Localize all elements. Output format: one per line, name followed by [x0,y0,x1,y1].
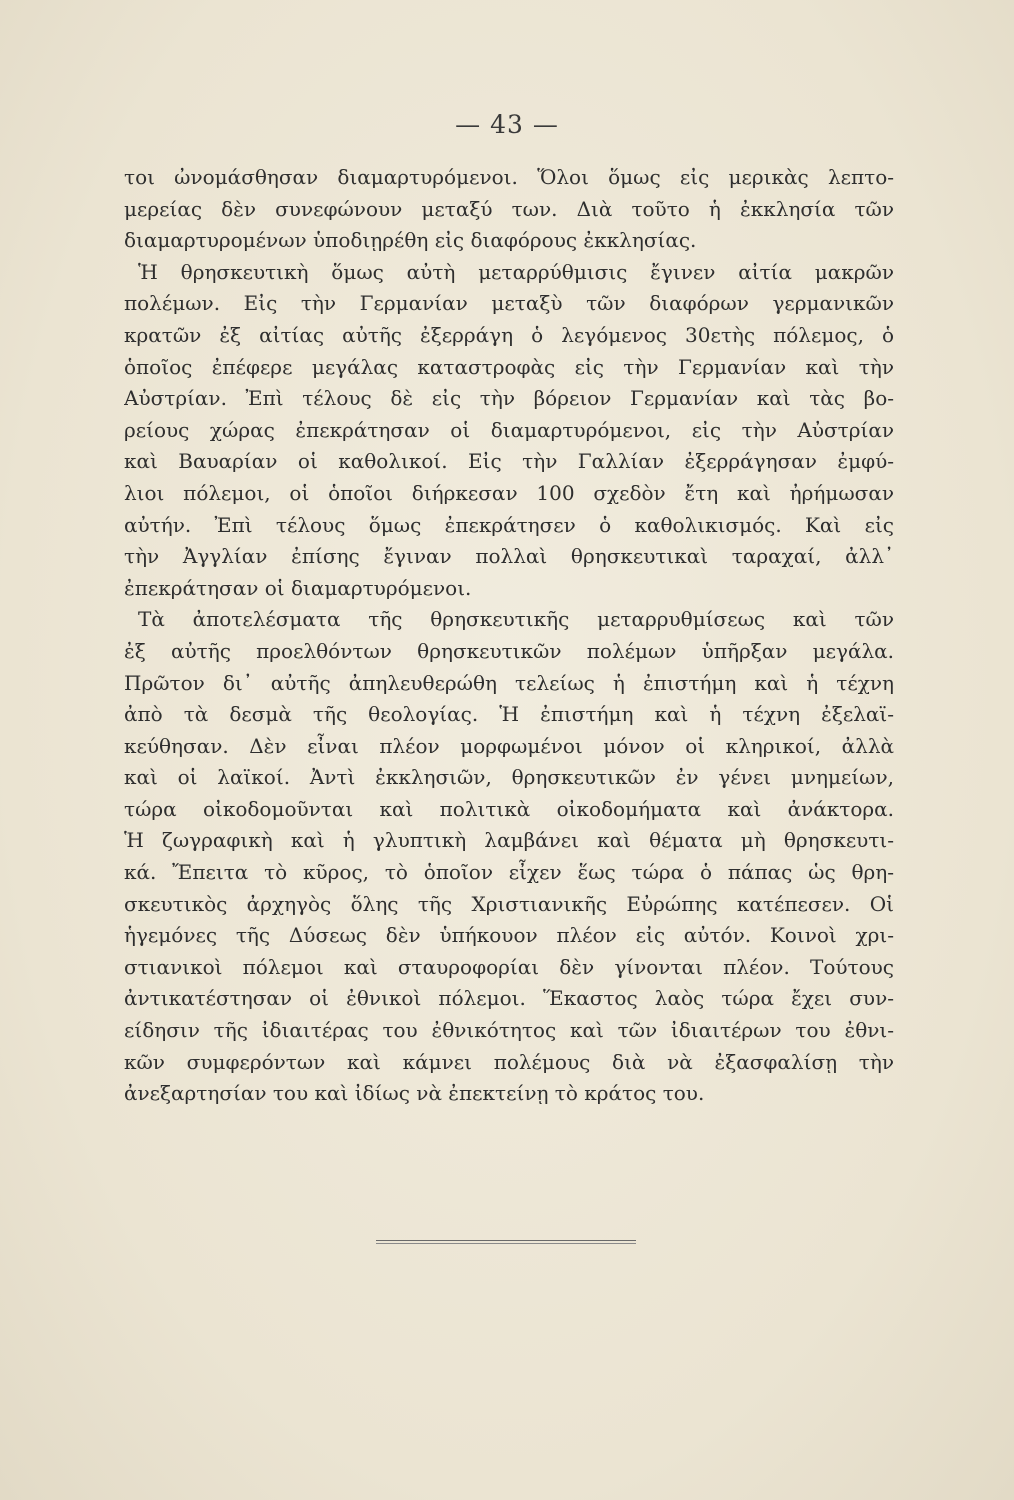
text-line: πολέμων. Εἰς τὴν Γερμανίαν μεταξὺ τῶν διαφόρων γερμανικῶν [124,291,894,316]
text-line: κεύθησαν. Δὲν εἶναι πλέον μορφωμένοι μόνον οἱ κληρικοί, ἀλλὰ [124,733,894,758]
text-line: Πρῶτον δι᾽ αὐτῆς ἀπηλευθερώθη τελείως ἡ ἐπιστήμη καὶ ἡ τέχνη [124,670,894,695]
text-line: κά. Ἔπειτα τὸ κῦρος, τὸ ὁποῖον εἶχεν ἕως τώρα ὁ πάπας ὡς θρη- [124,860,894,885]
text-line: ρείους χώρας ἐπεκράτησαν οἱ διαμαρτυρόμενοι, εἰς τὴν Αὐστρίαν [124,417,894,442]
text-line: αὐτήν. Ἐπὶ τέλους ὅμως ἐπεκράτησεν ὁ καθολικισμός. Καὶ εἰς [124,512,894,537]
text-line: ἐξ αὐτῆς προελθόντων θρησκευτικῶν πολέμων ὑπῆρξαν μεγάλα. [124,638,894,663]
text-line: λιοι πόλεμοι, οἱ ὁποῖοι διήρκεσαν 100 σχεδὸν ἔτη καὶ ἠρήμωσαν [124,480,894,505]
page-number: — 43 — [455,110,559,139]
text-line: μερείας δὲν συνεφώνουν μεταξύ των. Διὰ τοῦτο ἡ ἐκκλησία τῶν [124,196,894,221]
text-line: ὁποῖος ἐπέφερε μεγάλας καταστροφὰς εἰς τὴν Γερμανίαν καὶ τὴν [124,354,894,379]
body-text [124,162,894,1110]
text-line: διαμαρτυρομένων ὑποδιῃρέθη εἰς διαφόρους ἐκκλησίας. [124,228,697,253]
end-rule-second [376,1243,636,1244]
text-line: τώρα οἰκοδομοῦνται καὶ πολιτικὰ οἰκοδομήματα καὶ ἀνάκτορα. [124,796,894,821]
text-line: ἐπεκράτησαν οἱ διαμαρτυρόμενοι. [124,575,472,600]
text-line: τοι ὠνομάσθησαν διαμαρτυρόμενοι. Ὅλοι ὅμως εἰς μερικὰς λεπτο- [124,165,894,189]
text-line: Τὰ ἀποτελέσματα τῆς θρησκευτικῆς μεταρρυθμίσεως καὶ τῶν [138,607,894,632]
text-line: κρατῶν ἐξ αἰτίας αὐτῆς ἐξερράγη ὁ λεγόμενος 30ετὴς πόλεμος, ὁ [124,322,894,347]
text-line: καὶ οἱ λαϊκοί. Ἀντὶ ἐκκλησιῶν, θρησκευτικῶν ἐν γένει μνημείων, [124,765,894,790]
text-line: καὶ Βαυαρίαν οἱ καθολικοί. Εἰς τὴν Γαλλίαν ἐξερράγησαν ἐμφύ- [124,449,894,474]
text-line: σκευτικὸς ἀρχηγὸς ὅλης τῆς Χριστιανικῆς Εὐρώπης κατέπεσεν. Οἱ [124,891,894,916]
text-line: στιανικοὶ πόλεμοι καὶ σταυροφορίαι δὲν γίνονται πλέον. Τούτους [124,954,894,979]
text-line: Αὐστρίαν. Ἐπὶ τέλους δὲ εἰς τὴν βόρειον Γερμανίαν καὶ τὰς βο- [124,386,894,411]
text-line: είδησιν τῆς ἰδιαιτέρας του ἐθνικότητος καὶ τῶν ἰδιαιτέρων του ἐθνι- [124,1018,894,1043]
text-line: ἡγεμόνες τῆς Δύσεως δὲν ὑπήκουον πλέον εἰς αὐτόν. Κοινοὶ χρι- [124,923,894,948]
text-line: τὴν Ἀγγλίαν ἐπίσης ἔγιναν πολλαὶ θρησκευτικαὶ ταραχαί, ἀλλ᾽ [124,544,894,569]
text-line: κῶν συμφερόντων καὶ κάμνει πολέμους διὰ νὰ ἐξασφαλίσῃ τὴν [124,1049,894,1074]
text-line: Ἡ θρησκευτικὴ ὅμως αὐτὴ μεταρρύθμισις ἔγινεν αἰτία μακρῶν [138,259,894,284]
text-line: ἀνεξαρτησίαν του καὶ ἰδίως νὰ ἐπεκτείνῃ τὸ κράτος του. [124,1081,705,1106]
text-line: ἀπὸ τὰ δεσμὰ τῆς θεολογίας. Ἡ ἐπιστήμη καὶ ἡ τέχνη ἐξελαϊ- [124,702,894,727]
text-line: ἀντικατέστησαν οἱ ἐθνικοὶ πόλεμοι. Ἕκαστος λαὸς τώρα ἔχει συν- [124,986,894,1011]
end-rule [376,1240,636,1241]
text-line: Ἡ ζωγραφικὴ καὶ ἡ γλυπτικὴ λαμβάνει καὶ θέματα μὴ θρησκευτι- [124,828,894,853]
